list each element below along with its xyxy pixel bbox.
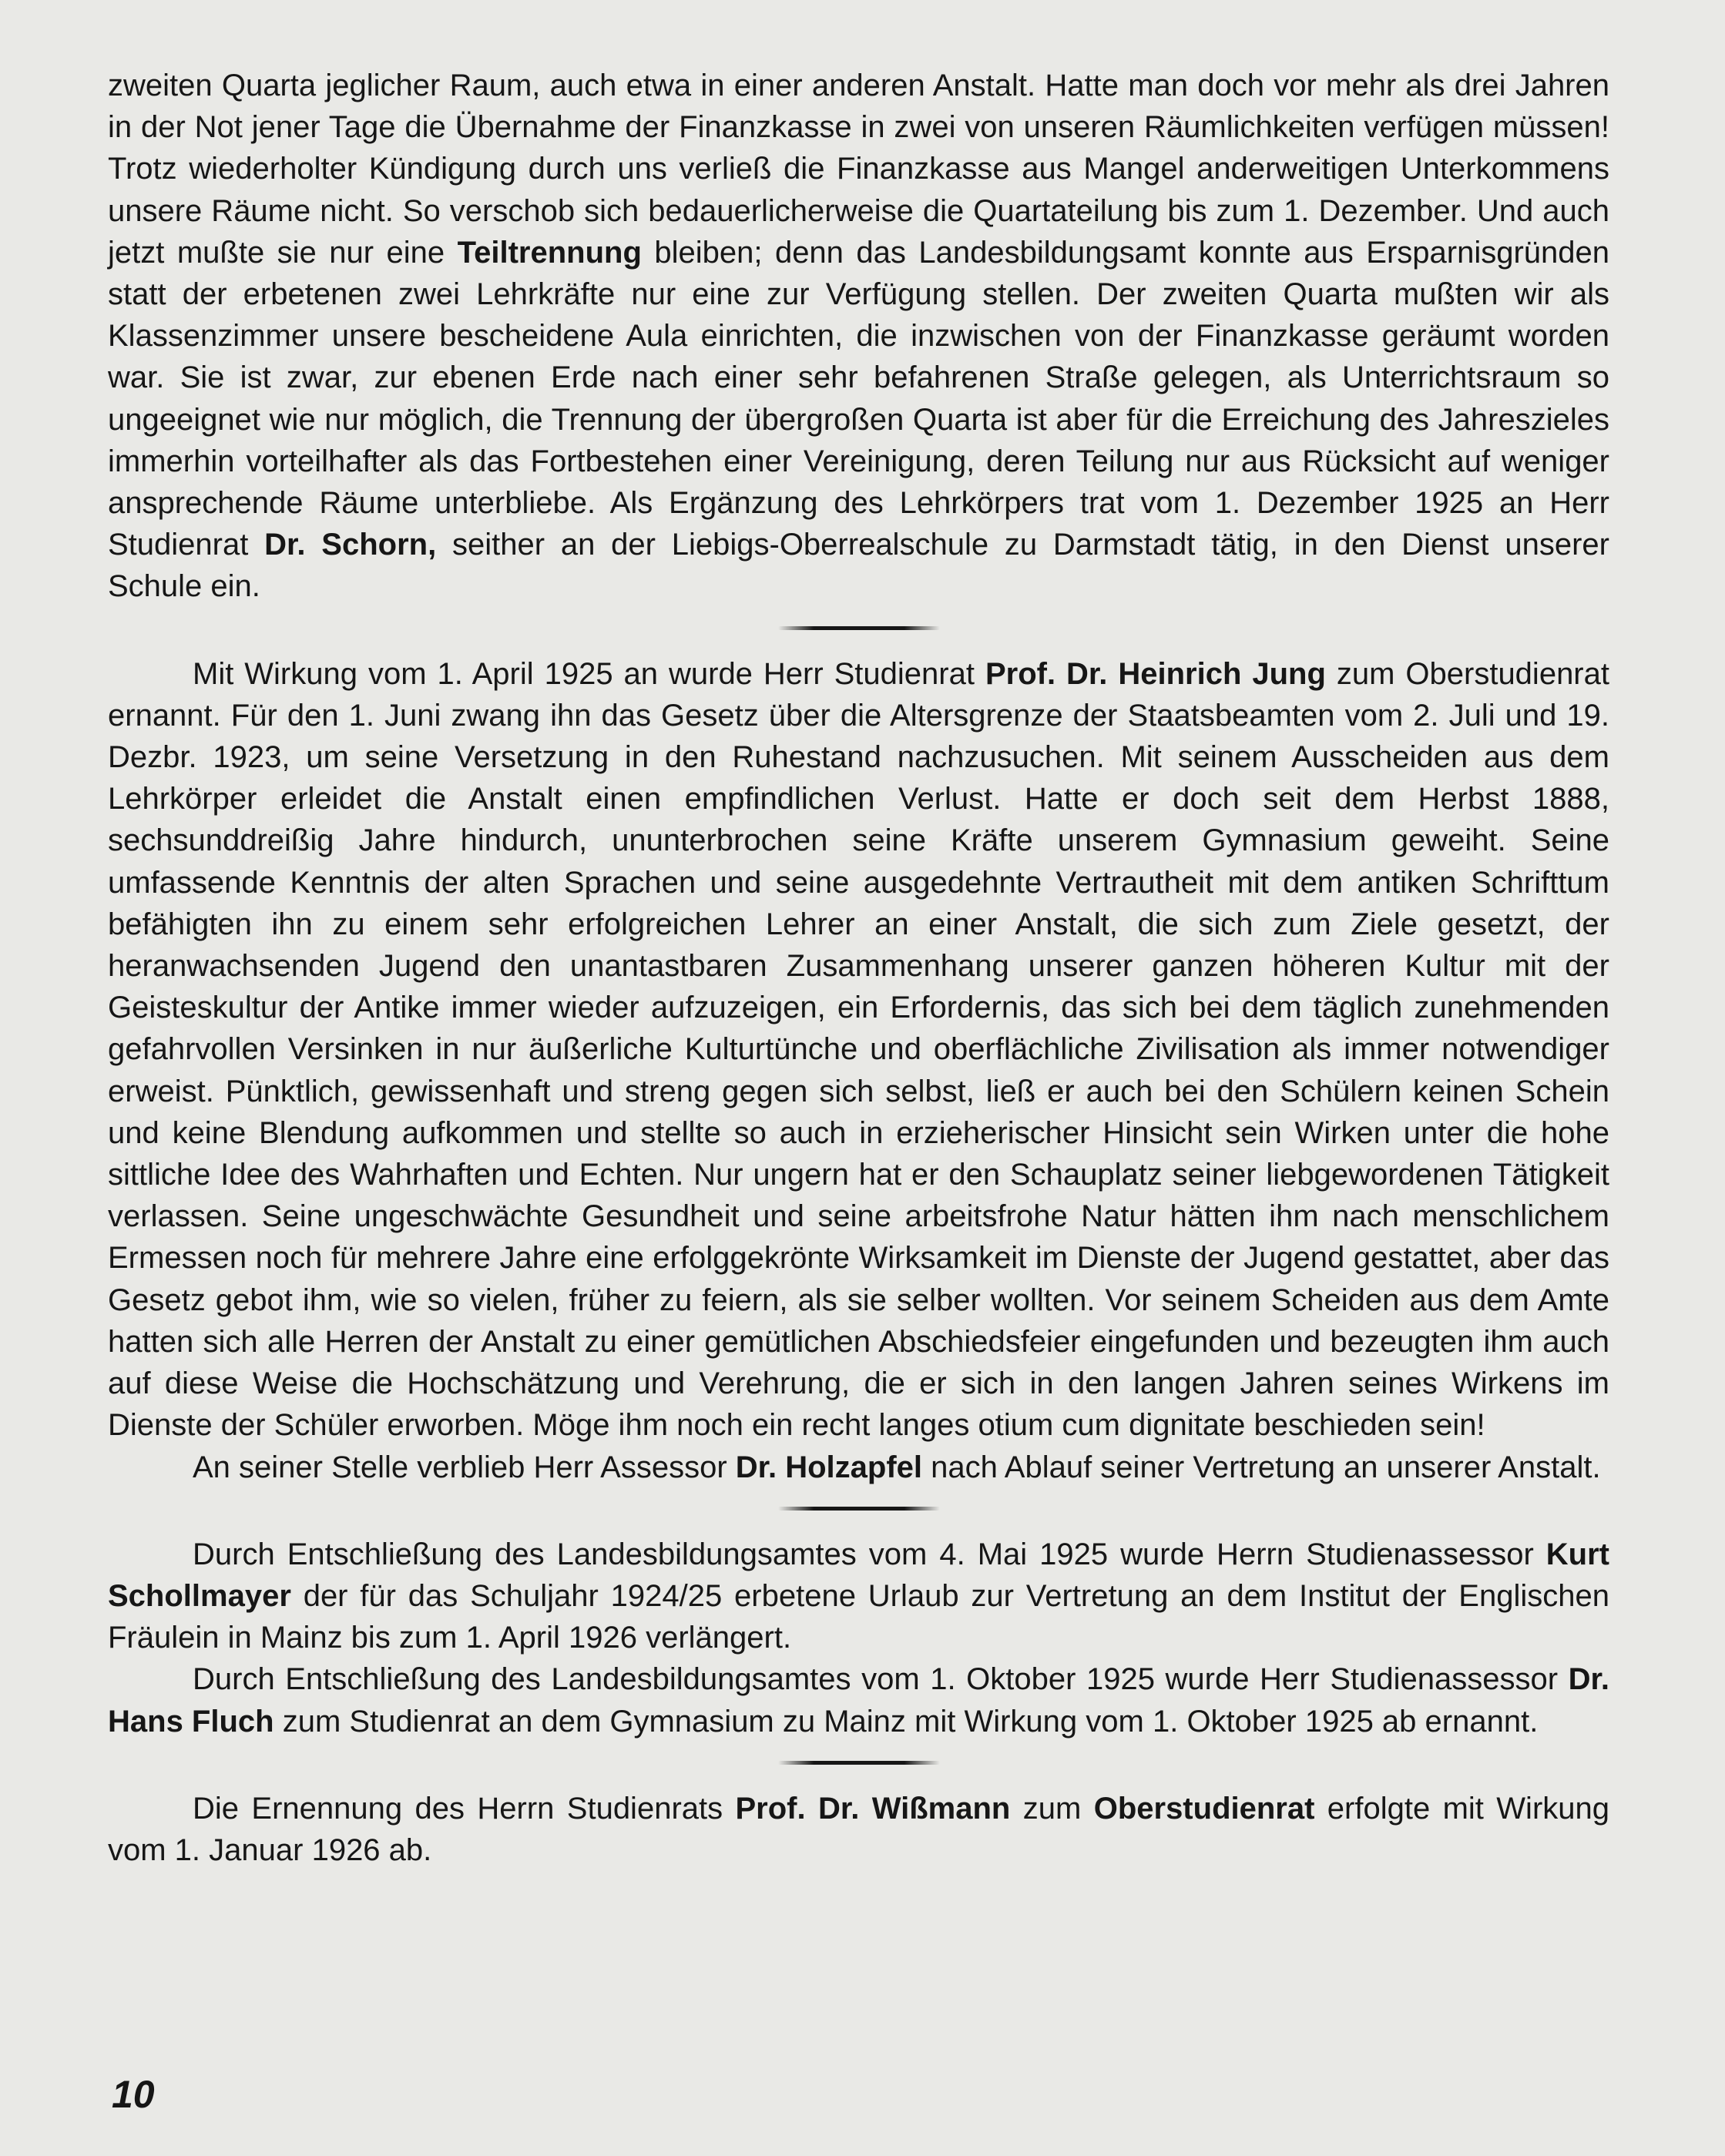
text-run: nach Ablauf seiner Vertretung an unserer Anstalt. bbox=[922, 1450, 1601, 1484]
paragraph bbox=[108, 65, 1609, 608]
bold-name: Dr. Schorn, bbox=[264, 528, 437, 562]
text-run: zum Oberstudienrat ernannt. Für den 1. Juni zwang ihn das Gesetz über die Altersgrenze der Staatsbeamten vom 2. Juli und 19. Dezbr. 1923, um seine Versetzung in den Ruhestand nachzusuchen. Mit seinem Ausscheiden aus dem Lehrkörper erleidet die Anstalt einen empfindlichen Verlust. Hatte er doch seit dem Herbst 1888, sechsunddreißig Jahre hindurch, ununterbrochen seine Kräfte unserem Gymnasium geweiht. Seine umfassende Kenntnis der alten Sprachen und seine ausgedehnte Vertrautheit mit dem antiken Schrifttum befähigten ihn zu einem sehr erfolgreichen Lehrer an einer Anstalt, die sich zum Ziele gesetzt, der heranwachsenden Jugend den unantastbaren Zusammenhang unserer ganzen höheren Kultur mit der Geisteskultur der Antike immer wieder aufzuzeigen, ein Erfordernis, das sich bei dem täglich zunehmenden gefahrvollen Versinken in nur äußerliche Kulturtünche und oberflächliche Zivilisation als immer notwendiger erweist. Pünktlich, gewissenhaft und streng gegen sich selbst, ließ er auch bei den Schülern keinen Schein und keine Blendung aufkommen und stellte so auch in erzieherischer Hinsicht sein Wirken unter die hohe sittliche Idee des Wahrhaften und Echten. Nur ungern hat er den Schauplatz seiner liebgewordenen Tätigkeit verlassen. Seine ungeschwächte Gesundheit und seine arbeitsfrohe Natur hätten ihm nach menschlichem Ermessen noch für mehrere Jahre eine erfolggekrönte Wirksamkeit im Dienste der Jugend gestattet, aber das Gesetz gebot ihm, wie so vielen, früher zu feiern, als sie selber wollten. Vor seinem Scheiden aus dem Amte hatten sich alle Herren der Anstalt zu einer gemütlichen Abschiedsfeier eingefunden und bezeugten ihm auch auf diese Weise die Hochschätzung und Verehrung, die er sich in den langen Jahren seines Wirkens im Dienste der Schüler erworben. Möge ihm noch ein recht langes otium cum dignitate beschieden sein! bbox=[108, 656, 1609, 1443]
text-run: erfolgte mit Wirkung vom 1. Januar 1926 ab. bbox=[108, 1791, 1610, 1867]
section bbox=[108, 1534, 1609, 1742]
bold-name: Oberstudienrat bbox=[1093, 1791, 1315, 1826]
paragraph bbox=[108, 1788, 1609, 1871]
text-run: Mit Wirkung vom 1. April 1925 an wurde Herr Studienrat bbox=[193, 656, 985, 691]
section bbox=[108, 1788, 1609, 1871]
page-number: 10 bbox=[112, 2073, 155, 2116]
text-run: An seiner Stelle verblieb Herr Assessor bbox=[193, 1450, 736, 1484]
bold-name: Dr. Hans Fluch bbox=[108, 1662, 1609, 1739]
text-run: zweiten Quarta jeglicher Raum, auch etwa in einer anderen Anstalt. Hatte man doch vor mehr als drei Jahren in der Not jener Tage die Übernahme der Finanzkasse in zwei von unseren Räumlichkeiten verfügen müssen! Trotz wiederholter Kündigung durch uns verließ die Finanzkasse aus Mangel anderweitigen Unterkommens unsere Räume nicht. So verschob sich bedauerlicherweise die Quartateilung bis zum 1. Dezember. Und auch jetzt mußte sie nur eine bbox=[108, 69, 1609, 270]
paragraph bbox=[108, 1658, 1609, 1742]
bold-name: Prof. Dr. Wißmann bbox=[735, 1791, 1011, 1826]
bold-name: Prof. Dr. Heinrich Jung bbox=[985, 656, 1326, 691]
section-divider bbox=[778, 1761, 940, 1765]
text-run: bleiben; denn das Landesbildungsamt konnte aus Ersparnisgründen statt der erbetenen zwei Lehrkräfte nur eine zur Verfügung stellen. Der zweiten Quarta mußten wir als Klassenzimmer unsere bescheidene Aula einrichten, die inzwischen von der Finanzkasse geräumt worden war. Sie ist zwar, zur ebenen Erde nach einer sehr befahrenen Straße gelegen, als Unterrichtsraum so ungeeignet wie nur möglich, die Trennung der übergroßen Quarta ist aber für die Erreichung des Jahreszieles immerhin vorteilhafter als das Fortbestehen einer Vereinigung, deren Teilung nur aus Rücksicht auf weniger ansprechende Räume unterbliebe. Als Ergänzung des Lehrkörpers trat vom 1. Dezember 1925 an Herr Studienrat bbox=[108, 235, 1610, 562]
text-run: Durch Entschließung des Landesbildungsamtes vom 1. Oktober 1925 wurde Herr Studienassessor bbox=[193, 1662, 1569, 1697]
bold-name: Dr. Holzapfel bbox=[735, 1450, 923, 1484]
document-body bbox=[108, 65, 1609, 1871]
section-divider bbox=[778, 1507, 940, 1511]
text-run: zum bbox=[1010, 1791, 1094, 1826]
text-run: Durch Entschließung des Landesbildungsamtes vom 4. Mai 1925 wurde Herrn Studienassessor bbox=[193, 1537, 1546, 1571]
paragraph bbox=[108, 1534, 1609, 1659]
paragraph bbox=[108, 1447, 1609, 1488]
paragraph bbox=[108, 653, 1609, 1447]
text-run: Die Ernennung des Herrn Studienrats bbox=[193, 1791, 736, 1826]
section-divider bbox=[778, 626, 940, 630]
text-run: der für das Schuljahr 1924/25 erbetene Urlaub zur Vertretung an dem Institut der Englischen Fräulein in Mainz bis zum 1. April 1926 verlängert. bbox=[108, 1578, 1609, 1655]
bold-name: Teiltrennung bbox=[457, 235, 642, 270]
text-run: zum Studienrat an dem Gymnasium zu Mainz mit Wirkung vom 1. Oktober 1925 ab ernannt. bbox=[274, 1704, 1539, 1739]
text-run: seither an der Liebigs-Oberrealschule zu Darmstadt tätig, in den Dienst unserer Schule ein. bbox=[108, 528, 1609, 604]
section bbox=[108, 65, 1609, 608]
section bbox=[108, 653, 1609, 1488]
bold-name: Kurt Schollmayer bbox=[108, 1537, 1609, 1613]
